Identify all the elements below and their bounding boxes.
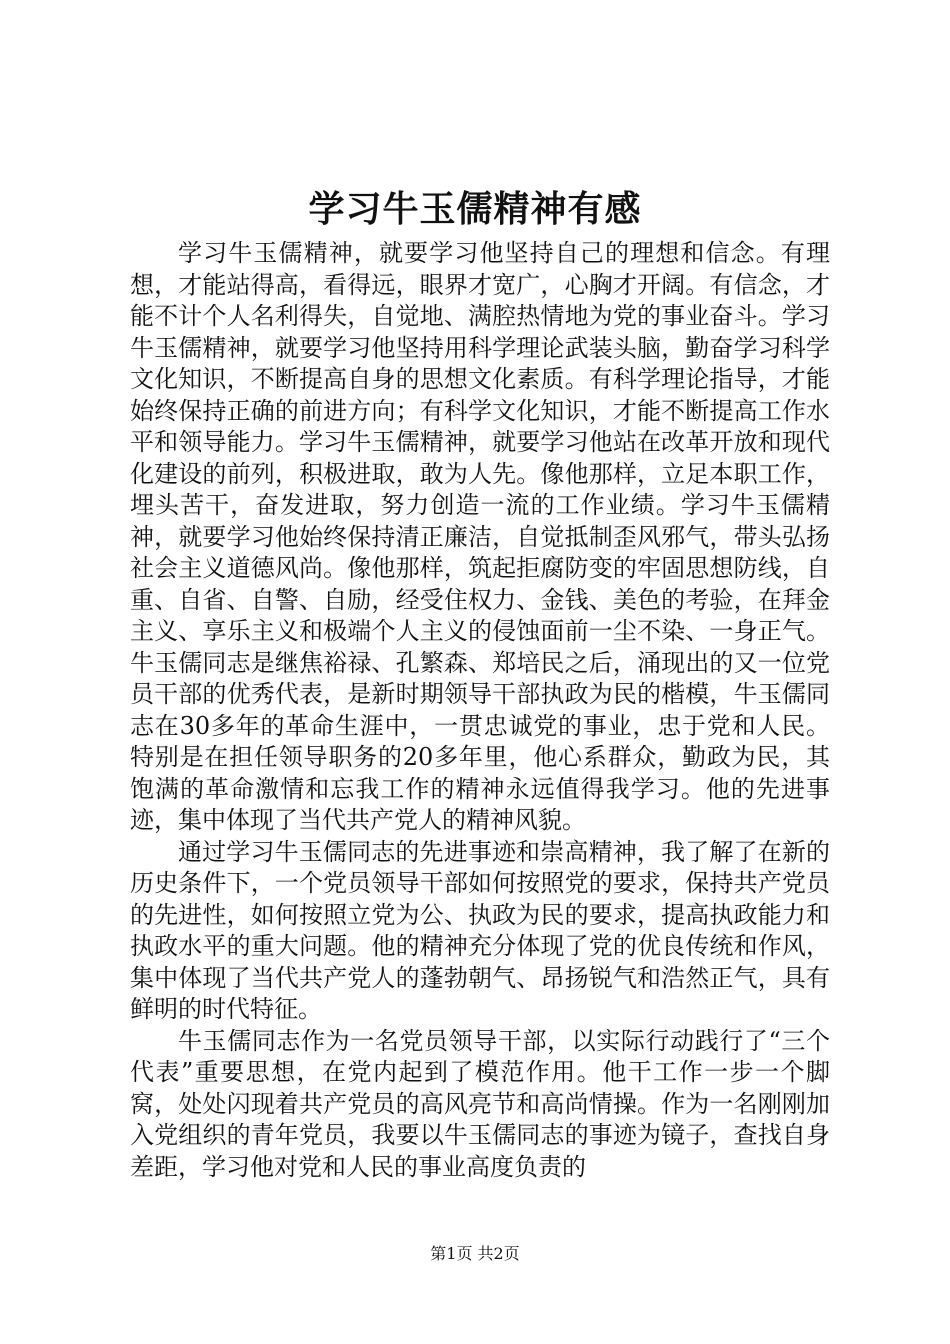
document-body [130,238,830,1183]
paragraph-1: 学习牛玉儒精神，就要学习他坚持自己的理想和信念。有理想，才能站得高，看得远，眼界才宽广，心胸才开阔。有信念，才能不计个人名利得失，自觉地、满腔热情地为党的事业奋斗。学习牛玉儒精神，就要学习他坚持用科学理论武装头脑，勤奋学习科学文化知识，不断提高自身的思想文化素质。有科学理论指导，才能始终保持正确的前进方向；有科学文化知识，才能不断提高工作水平和领导能力。学习牛玉儒精神，就要学习他站在改革开放和现代化建设的前列，积极进取，敢为人先。像他那样，立足本职工作，埋头苦干，奋发进取，努力创造一流的工作业绩。学习牛玉儒精神，就要学习他始终保持清正廉洁，自觉抵制歪风邪气，带头弘扬社会主义道德风尚。像他那样，筑起拒腐防变的牢固思想防线，自重、自省、自警、自励，经受住权力、金钱、美色的考验，在拜金主义、享乐主义和极端个人主义的侵蚀面前一尘不染、一身正气。牛玉儒同志是继焦裕禄、孔繁森、郑培民之后，涌现出的又一位党员干部的优秀代表，是新时期领导干部执政为民的楷模，牛玉儒同志在30多年的革命生涯中，一贯忠诚党的事业，忠于党和人民。特别是在担任领导职务的20多年里，他心系群众，勤政为民，其饱满的革命激情和忘我工作的精神永远值得我学习。他的先进事迹，集中体现了当代共产党人的精神风貌。 [130,239,830,834]
page-number-footer: 第1页 共2页 [430,1244,520,1263]
document-title: 学习牛玉儒精神有感 [308,188,642,230]
paragraph-3: 牛玉儒同志作为一名党员领导干部，以实际行动践行了“三个代表”重要思想，在党内起到了模范作用。他干工作一步一个脚窝，处处闪现着共产党员的高风亮节和高尚情操。作为一名刚刚加入党组织的青年党员，我要以牛玉儒同志的事迹为镜子，查找自身差距，学习他对党和人民的事业高度负责的 [130,1026,830,1181]
paragraph-2: 通过学习牛玉儒同志的先进事迹和崇高精神，我了解了在新的历史条件下，一个党员领导干部如何按照党的要求，保持共产党员的先进性，如何按照立党为公、执政为民的要求，提高执政能力和执政水平的重大问题。他的精神充分体现了党的优良传统和作风，集中体现了当代共产党人的蓬勃朝气、昂扬锐气和浩然正气，具有鲜明的时代特征。 [130,837,830,1023]
